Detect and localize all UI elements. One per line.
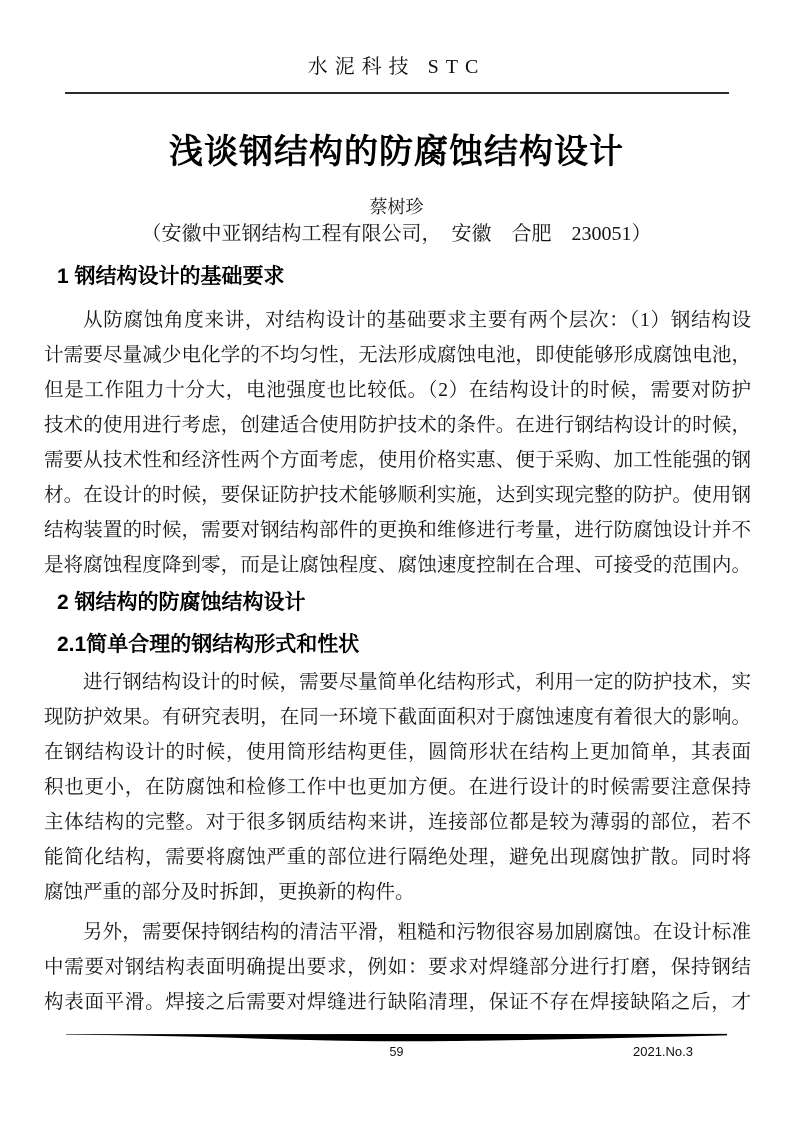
article-affiliation: （安徽中亚钢结构工程有限公司， 安徽 合肥 230051） <box>141 223 652 245</box>
footer-row <box>0 1044 793 1060</box>
article-body <box>0 262 793 1020</box>
paragraph-line: 但是工作阻力十分大，电池强度也比较低。（2）在结构设计的时候，需要对防护 <box>44 380 751 401</box>
section-1-heading: 1 钢结构设计的基础要求 <box>57 265 285 288</box>
paragraph-line: 从防腐蚀角度来讲，对结构设计的基础要求主要有两个层次：（1）钢结构设 <box>83 310 751 331</box>
section-2-1-heading: 2.1简单合理的钢结构形式和性状 <box>57 633 360 656</box>
footer-rule-flourish <box>65 1033 728 1044</box>
paragraph-line: 是将腐蚀程度降到零，而是让腐蚀程度、腐蚀速度控制在合理、可接受的范围内。 <box>44 555 751 576</box>
journal-header <box>0 0 793 94</box>
section-2-heading: 2 钢结构的防腐蚀结构设计 <box>57 591 306 614</box>
paragraph-line: 进行钢结构设计的时候，需要尽量简单化结构形式，利用一定的防护技术，实 <box>83 672 751 693</box>
footer-rule-shape <box>66 1034 727 1041</box>
article-author: 蔡树珍 <box>369 197 424 217</box>
paragraph-line: 现防护效果。有研究表明，在同一环境下截面面积对于腐蚀速度有着很大的影响。 <box>44 707 751 728</box>
section-2-1-paragraph-2 <box>44 915 751 1020</box>
paragraph-line: 积也更小，在防腐蚀和检修工作中也更加方便。在进行设计的时候需要注意保持 <box>44 777 751 798</box>
paragraph-line: 在钢结构设计的时候，使用筒形结构更佳，圆筒形状在结构上更加简单，其表面 <box>44 742 751 763</box>
paragraph-line: 腐蚀严重的部分及时拆卸，更换新的构件。 <box>44 882 415 903</box>
journal-title: 水泥科技 STC <box>307 56 486 78</box>
paragraph-line: 需要从技术性和经济性两个方面考虑，使用价格实惠、便于采购、加工性能强的钢 <box>44 450 751 471</box>
issue-number: 2021.No.3 <box>633 1044 693 1059</box>
paragraph-line: 结构装置的时候，需要对钢结构部件的更换和维修进行考量，进行防腐蚀设计并不 <box>44 520 751 541</box>
paragraph-line: 材。在设计的时候，要保证防护技术能够顺利实施，达到实现完整的防护。使用钢 <box>44 485 751 506</box>
page-footer <box>0 1033 793 1060</box>
page-number: 59 <box>389 1045 404 1059</box>
article-title: 浅谈钢结构的防腐蚀结构设计 <box>169 133 624 171</box>
section-1-paragraph-1 <box>44 303 751 583</box>
paragraph-line: 另外，需要保持钢结构的清洁平滑，粗糙和污物很容易加剧腐蚀。在设计标准 <box>83 922 751 943</box>
section-2-1-paragraph-1 <box>44 665 751 910</box>
paragraph-line: 中需要对钢结构表面明确提出要求，例如：要求对焊缝部分进行打磨，保持钢结 <box>44 957 751 978</box>
paragraph-line: 主体结构的完整。对于很多钢质结构来讲，连接部位都是较为薄弱的部位，若不 <box>44 812 751 833</box>
paragraph-line: 计需要尽量减少电化学的不均匀性，无法形成腐蚀电池，即使能够形成腐蚀电池， <box>44 345 751 366</box>
paragraph-line: 能简化结构，需要将腐蚀严重的部位进行隔绝处理，避免出现腐蚀扩散。同时将 <box>44 847 751 868</box>
header-rule <box>65 92 729 94</box>
paragraph-line: 技术的使用进行考虑，创建适合使用防护技术的条件。在进行钢结构设计的时候， <box>44 415 751 436</box>
paragraph-line: 构表面平滑。焊接之后需要对焊缝进行缺陷清理，保证不存在焊接缺陷之后，才 <box>44 992 751 1013</box>
